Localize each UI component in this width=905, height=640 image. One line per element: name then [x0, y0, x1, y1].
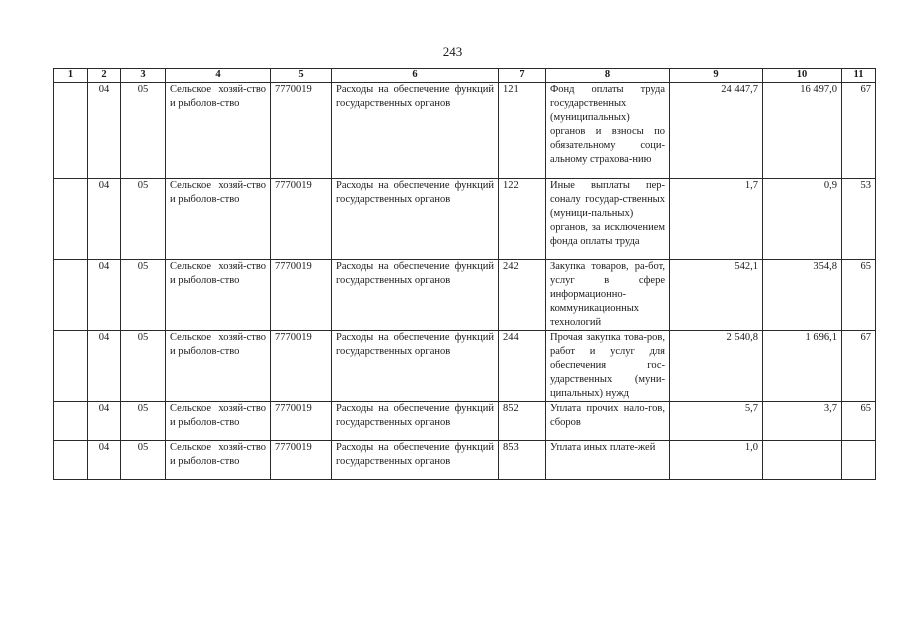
row-cell-target-code: 7770019 [271, 331, 332, 402]
row-cell-section: 04 [88, 260, 121, 331]
column-header: 1 [54, 69, 88, 83]
row-cell-executed: 354,8 [763, 260, 842, 331]
row-cell-target-code: 7770019 [271, 260, 332, 331]
row-cell-col1 [54, 402, 88, 441]
row-cell-percent: 67 [842, 331, 876, 402]
page-number: 243 [442, 44, 463, 59]
row-cell-subsection: 05 [121, 260, 166, 331]
table-row [54, 331, 876, 402]
column-header: 11 [842, 69, 876, 83]
row-cell-col1 [54, 441, 88, 480]
row-cell-subsection: 05 [121, 179, 166, 260]
row-cell-type-code: 242 [499, 260, 546, 331]
row-cell-sector [166, 83, 271, 179]
table-row [54, 179, 876, 260]
type-name-text: Прочая закупка това-ров, работ и услуг для обеспечения гос-ударственных (муни-ципальных) нужд [550, 332, 665, 399]
expense-text: Расходы на обеспечение функций государственных органов [336, 332, 494, 357]
table-header-row [54, 69, 876, 83]
table-row [54, 441, 876, 480]
row-cell-planned: 542,1 [670, 260, 763, 331]
sector-text: Сельское хозяй-ство и рыболов-ство [170, 442, 266, 467]
row-cell-type-name [546, 441, 670, 480]
row-cell-planned: 24 447,7 [670, 83, 763, 179]
row-cell-expense-name [332, 402, 499, 441]
type-name-text: Закупка товаров, ра-бот, услуг в сфере информационно-коммуникационных технологий [550, 261, 665, 328]
row-cell-target-code: 7770019 [271, 402, 332, 441]
row-cell-percent [842, 441, 876, 480]
sector-text: Сельское хозяй-ство и рыболов-ство [170, 261, 266, 286]
sector-text: Сельское хозяй-ство и рыболов-ство [170, 84, 266, 109]
column-header: 2 [88, 69, 121, 83]
row-cell-section: 04 [88, 441, 121, 480]
row-cell-type-name [546, 179, 670, 260]
row-cell-percent: 65 [842, 402, 876, 441]
row-cell-sector [166, 441, 271, 480]
row-cell-col1 [54, 331, 88, 402]
row-cell-executed: 1 696,1 [763, 331, 842, 402]
row-cell-target-code: 7770019 [271, 83, 332, 179]
type-name-text: Уплата прочих нало-гов, сборов [550, 403, 665, 428]
row-cell-percent: 65 [842, 260, 876, 331]
row-cell-target-code: 7770019 [271, 179, 332, 260]
column-header: 6 [332, 69, 499, 83]
type-name-text: Уплата иных плате-жей [550, 442, 656, 453]
row-cell-percent: 53 [842, 179, 876, 260]
row-cell-planned: 5,7 [670, 402, 763, 441]
row-cell-type-code: 122 [499, 179, 546, 260]
table-row [54, 260, 876, 331]
sector-text: Сельское хозяй-ство и рыболов-ство [170, 180, 266, 205]
row-cell-type-code: 244 [499, 331, 546, 402]
budget-table [53, 68, 876, 480]
column-header: 4 [166, 69, 271, 83]
column-header: 3 [121, 69, 166, 83]
row-cell-col1 [54, 179, 88, 260]
column-header: 10 [763, 69, 842, 83]
row-cell-type-name [546, 331, 670, 402]
row-cell-subsection: 05 [121, 402, 166, 441]
row-cell-expense-name [332, 331, 499, 402]
expense-text: Расходы на обеспечение функций государственных органов [336, 261, 494, 286]
row-cell-expense-name [332, 260, 499, 331]
column-header: 8 [546, 69, 670, 83]
row-cell-subsection: 05 [121, 331, 166, 402]
expense-text: Расходы на обеспечение функций государственных органов [336, 403, 494, 428]
row-cell-expense-name [332, 83, 499, 179]
row-cell-executed: 3,7 [763, 402, 842, 441]
sector-text: Сельское хозяй-ство и рыболов-ство [170, 403, 266, 428]
row-cell-planned: 2 540,8 [670, 331, 763, 402]
row-cell-executed: 0,9 [763, 179, 842, 260]
expense-text: Расходы на обеспечение функций государственных органов [336, 84, 494, 109]
row-cell-sector [166, 331, 271, 402]
sector-text: Сельское хозяй-ство и рыболов-ство [170, 332, 266, 357]
row-cell-section: 04 [88, 83, 121, 179]
row-cell-expense-name [332, 441, 499, 480]
row-cell-target-code: 7770019 [271, 441, 332, 480]
row-cell-sector [166, 402, 271, 441]
type-name-text: Иные выплаты пер-соналу государ-ственных (муници-пальных) органов, за исключением фонда оплаты труда [550, 180, 665, 247]
row-cell-executed: 16 497,0 [763, 83, 842, 179]
row-cell-executed [763, 441, 842, 480]
row-cell-percent: 67 [842, 83, 876, 179]
column-header: 5 [271, 69, 332, 83]
table-row [54, 402, 876, 441]
row-cell-section: 04 [88, 179, 121, 260]
row-cell-sector [166, 260, 271, 331]
row-cell-type-name [546, 402, 670, 441]
type-name-text: Фонд оплаты труда государственных (муниципальных) органов и взносы по обязательному соци-альному страхова-нию [550, 84, 665, 165]
row-cell-type-code: 121 [499, 83, 546, 179]
column-header: 7 [499, 69, 546, 83]
row-cell-type-code: 852 [499, 402, 546, 441]
row-cell-section: 04 [88, 331, 121, 402]
row-cell-planned: 1,0 [670, 441, 763, 480]
row-cell-type-code: 853 [499, 441, 546, 480]
expense-text: Расходы на обеспечение функций государственных органов [336, 180, 494, 205]
row-cell-col1 [54, 83, 88, 179]
row-cell-type-name [546, 83, 670, 179]
column-header: 9 [670, 69, 763, 83]
row-cell-col1 [54, 260, 88, 331]
row-cell-subsection: 05 [121, 441, 166, 480]
row-cell-section: 04 [88, 402, 121, 441]
row-cell-expense-name [332, 179, 499, 260]
expense-text: Расходы на обеспечение функций государственных органов [336, 442, 494, 467]
row-cell-type-name [546, 260, 670, 331]
row-cell-planned: 1,7 [670, 179, 763, 260]
row-cell-subsection: 05 [121, 83, 166, 179]
row-cell-sector [166, 179, 271, 260]
table-row [54, 83, 876, 179]
